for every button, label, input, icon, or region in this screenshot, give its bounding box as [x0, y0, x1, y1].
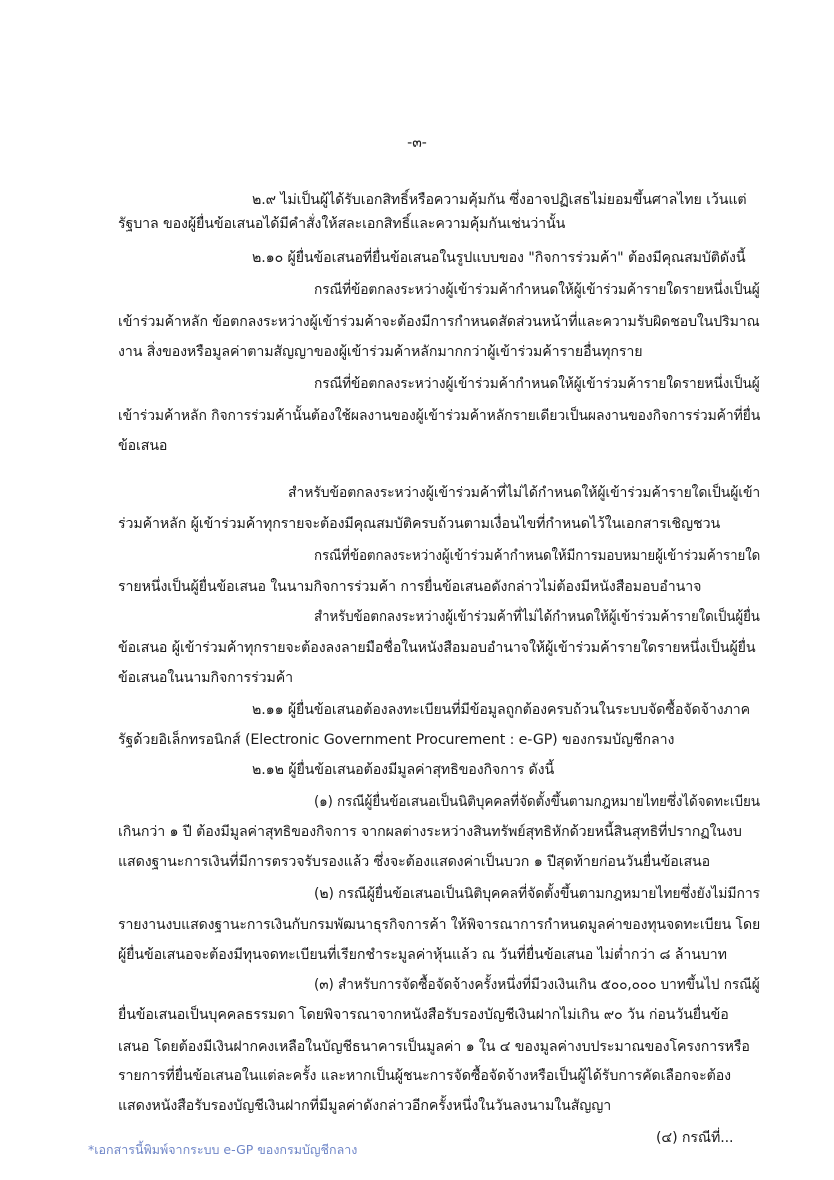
clause-2-10-para-3-line-2: ร่วมค้าหลัก ผู้เข้าร่วมค้าทุกรายจะต้องมีคุณสมบัติครบถ้วนตามเงื่อนไขที่กำหนดไว้ในเอกสารเชิญชวน [118, 516, 721, 532]
clause-2-11-line-1: ๒.๑๑ ผู้ยื่นข้อเสนอต้องลงทะเบียนที่มีข้อมูลถูกต้องครบถ้วนในระบบจัดซื้อจัดจ้างภาค [252, 702, 751, 718]
clause-2-12-item-2-line-1: (๒) กรณีผู้ยื่นข้อเสนอเป็นนิติบุคคลที่จัดตั้งขึ้นตามกฎหมายไทยซึ่งยังไม่มีการ [314, 886, 760, 902]
clause-2-10-para-2-line-3: ข้อเสนอ [118, 438, 168, 454]
clause-2-10-heading: ๒.๑๐ ผู้ยื่นข้อเสนอที่ยื่นข้อเสนอในรูปแบบของ "กิจการร่วมค้า" ต้องมีคุณสมบัติดังนี้ [252, 250, 746, 266]
clause-2-12-item-3-line-3: เสนอ โดยต้องมีเงินฝากคงเหลือในบัญชีธนาคารเป็นมูลค่า ๑ ใน ๔ ของมูลค่างบประมาณของโครงการหรือ [118, 1039, 750, 1055]
clause-2-12-item-3-line-4: รายการที่ยื่นข้อเสนอในแต่ละครั้ง และหากเป็นผู้ชนะการจัดซื้อจัดจ้างหรือเป็นผู้ได้รับการคัดเลือกจะต้อง [118, 1068, 731, 1084]
clause-2-10-para-4-line-1: กรณีที่ข้อตกลงระหว่างผู้เข้าร่วมค้ากำหนดให้มีการมอบหมายผู้เข้าร่วมค้ารายใด [314, 548, 761, 564]
clause-2-12-item-1-line-2: เกินกว่า ๑ ปี ต้องมีมูลค่าสุทธิของกิจการ จากผลต่างระหว่างสินทรัพย์สุทธิหักด้วยหนี้สินสุทธิที่ปรากฏในงบ [118, 824, 742, 840]
clause-2-10-para-5-line-1: สำหรับข้อตกลงระหว่างผู้เข้าร่วมค้าที่ไม่ได้กำหนดให้ผู้เข้าร่วมค้ารายใดเป็นผู้ยื่น [314, 609, 760, 625]
clause-2-10-para-1-line-3: งาน สิ่งของหรือมูลค่าตามสัญญาของผู้เข้าร่วมค้าหลักมากกว่าผู้เข้าร่วมค้ารายอื่นทุกราย [118, 344, 643, 360]
clause-2-12-heading: ๒.๑๒ ผู้ยื่นข้อเสนอต้องมีมูลค่าสุทธิของกิจการ ดังนี้ [252, 762, 555, 778]
clause-2-12-item-1-line-3: แสดงฐานะการเงินที่มีการตรวจรับรองแล้ว ซึ่งจะต้องแสดงค่าเป็นบวก ๑ ปีสุดท้ายก่อนวันยื่นข้อเสนอ [118, 854, 711, 870]
clause-2-12-item-2-line-2: รายงานงบแสดงฐานะการเงินกับกรมพัฒนาธุรกิจการค้า ให้พิจารณาการกำหนดมูลค่าของทุนจดทะเบียน โดย [118, 917, 761, 933]
clause-2-9-line-1: ๒.๙ ไม่เป็นผู้ได้รับเอกสิทธิ์หรือความคุ้มกัน ซึ่งอาจปฏิเสธไม่ยอมขึ้นศาลไทย เว้นแต่ [252, 192, 747, 208]
clause-2-10-para-5-line-3: ข้อเสนอในนามกิจการร่วมค้า [118, 670, 293, 686]
clause-2-11-line-2: รัฐด้วยอิเล็กทรอนิกส์ (Electronic Government Procurement : e-GP) ของกรมบัญชีกลาง [118, 732, 675, 748]
clause-2-12-item-3-line-5: แสดงหนังสือรับรองบัญชีเงินฝากที่มีมูลค่าดังกล่าวอีกครั้งหนึ่งในวันลงนามในสัญญา [118, 1098, 612, 1114]
clause-2-10-para-2-line-1: กรณีที่ข้อตกลงระหว่างผู้เข้าร่วมค้ากำหนดให้ผู้เข้าร่วมค้ารายใดรายหนึ่งเป็นผู้ [314, 376, 760, 392]
clause-2-10-para-1-line-2: เข้าร่วมค้าหลัก ข้อตกลงระหว่างผู้เข้าร่วมค้าจะต้องมีการกำหนดสัดส่วนหน้าที่และความรับผิดชอบในปริมาณ [118, 314, 760, 330]
clause-2-10-para-2-line-2: เข้าร่วมค้าหลัก กิจการร่วมค้านั้นต้องใช้ผลงานของผู้เข้าร่วมค้าหลักรายเดียวเป็นผลงานของกิจการร่วมค้าที่ยื่น [118, 408, 761, 424]
clause-2-10-para-4-line-2: รายหนึ่งเป็นผู้ยื่นข้อเสนอ ในนามกิจการร่วมค้า การยื่นข้อเสนอดังกล่าวไม่ต้องมีหนังสือมอบอำนาจ [118, 579, 702, 595]
clause-2-9-line-2: รัฐบาล ของผู้ยื่นข้อเสนอได้มีคำสั่งให้สละเอกสิทธิ์และความคุ้มกันเช่นว่านั้น [118, 216, 566, 232]
clause-2-12-item-2-line-3: ผู้ยื่นข้อเสนอจะต้องมีทุนจดทะเบียนที่เรียกชำระมูลค่าหุ้นแล้ว ณ วันที่ยื่นข้อเสนอ ไม่ต่ำกว่า ๘ ล้านบาท [118, 947, 727, 963]
clause-2-10-para-3-line-1: สำหรับข้อตกลงระหว่างผู้เข้าร่วมค้าที่ไม่ได้กำหนดให้ผู้เข้าร่วมค้ารายใดเป็นผู้เข้า [288, 485, 761, 501]
footer-note: *เอกสารนี้พิมพ์จากระบบ e-GP ของกรมบัญชีกลาง [88, 1142, 358, 1157]
clause-2-12-item-3-line-2: ยื่นข้อเสนอเป็นบุคคลธรรมดา โดยพิจารณาจากหนังสือรับรองบัญชีเงินฝากไม่เกิน ๙๐ วัน ก่อนวันยื่นข้อ [118, 1007, 729, 1023]
clause-2-12-item-1-line-1: (๑) กรณีผู้ยื่นข้อเสนอเป็นนิติบุคคลที่จัดตั้งขึ้นตามกฎหมายไทยซึ่งได้จดทะเบียน [314, 794, 760, 810]
clause-2-10-para-5-line-2: ข้อเสนอ ผู้เข้าร่วมค้าทุกรายจะต้องลงลายมือชื่อในหนังสือมอบอำนาจให้ผู้เข้าร่วมค้ารายใดรายหนึ่งเป็นผู้ยื่น [118, 640, 756, 656]
continuation-marker: (๔) กรณีที่... [656, 1130, 734, 1146]
page-number: -๓- [407, 135, 427, 151]
clause-2-12-item-3-line-1: (๓) สำหรับการจัดซื้อจัดจ้างครั้งหนึ่งที่มีวงเงินเกิน ๕๐๐,๐๐๐ บาทขึ้นไป กรณีผู้ [314, 977, 760, 993]
clause-2-10-para-1-line-1: กรณีที่ข้อตกลงระหว่างผู้เข้าร่วมค้ากำหนดให้ผู้เข้าร่วมค้ารายใดรายหนึ่งเป็นผู้ [314, 282, 760, 298]
